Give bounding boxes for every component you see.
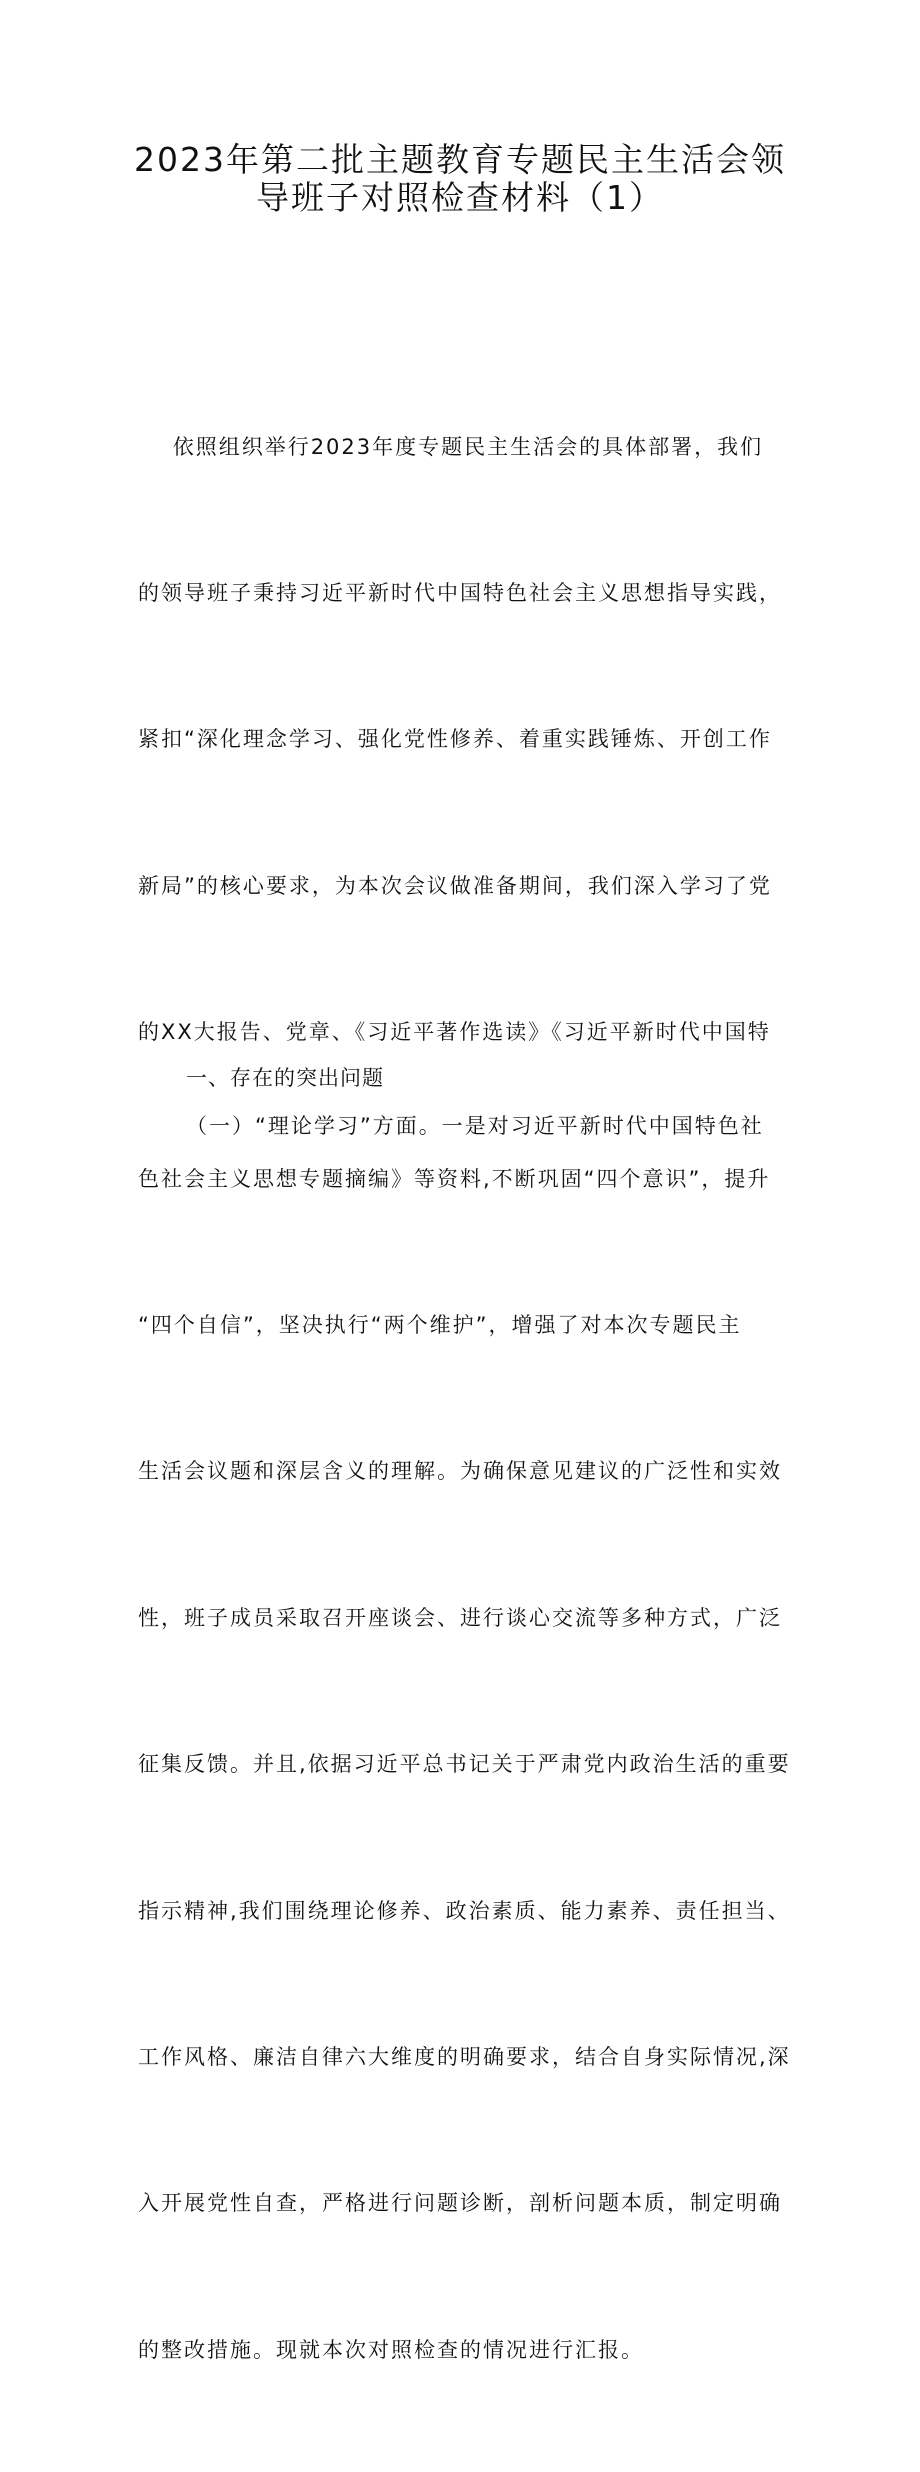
- paragraph-line: 征集反馈。并且,依据习近平总书记关于严肃党内政治生活的重要: [138, 1752, 791, 1777]
- paragraph-line: 紧扣“深化理念学习、强化党性修养、着重实践锤炼、开创工作: [138, 727, 772, 752]
- paragraph-line: 指示精神,我们围绕理论修养、政治素质、能力素养、责任担当、: [138, 1898, 791, 1923]
- section-heading: 一、存在的突出问题: [186, 1066, 384, 1090]
- sub-heading: （一）“理论学习”方面。一是对习近平新时代中国特色社: [186, 1114, 764, 1138]
- paragraph-line: 的领导班子秉持习近平新时代中国特色社会主义思想指导实践，: [138, 580, 782, 605]
- paragraph-line: 工作风格、廉洁自律六大维度的明确要求，结合自身实际情况,深: [138, 2044, 791, 2069]
- paragraph-line: 性，班子成员采取召开座谈会、进行谈心交流等多种方式，广泛: [138, 1605, 782, 1630]
- paragraph-line: 色社会主义思想专题摘编》等资料,不断巩固“四个意识”，提升: [138, 1166, 771, 1191]
- paragraph-line: 依照组织举行2023年度专题民主生活会的具体部署，我们: [138, 434, 764, 459]
- document-title-line-2: 导班子对照检查材料（1）: [256, 178, 664, 217]
- intro-paragraph: [138, 325, 791, 2472]
- paragraph-line: 入开展党性自查，严格进行问题诊断，剖析问题本质，制定明确: [138, 2191, 782, 2216]
- paragraph-line: 的整改措施。现就本次对照检查的情况进行汇报。: [138, 2337, 644, 2362]
- paragraph-line: 生活会议题和深层含义的理解。为确保意见建议的广泛性和实效: [138, 1459, 782, 1484]
- document-title-line-1: 2023年第二批主题教育专题民主生活会领: [134, 140, 786, 179]
- paragraph-line: “四个自信”，坚决执行“两个维护”，增强了对本次专题民主: [138, 1312, 742, 1337]
- paragraph-line: 的XX大报告、党章、《习近平著作选读》《习近平新时代中国特: [138, 1020, 771, 1045]
- paragraph-line: 新局”的核心要求，为本次会议做准备期间，我们深入学习了党: [138, 873, 772, 898]
